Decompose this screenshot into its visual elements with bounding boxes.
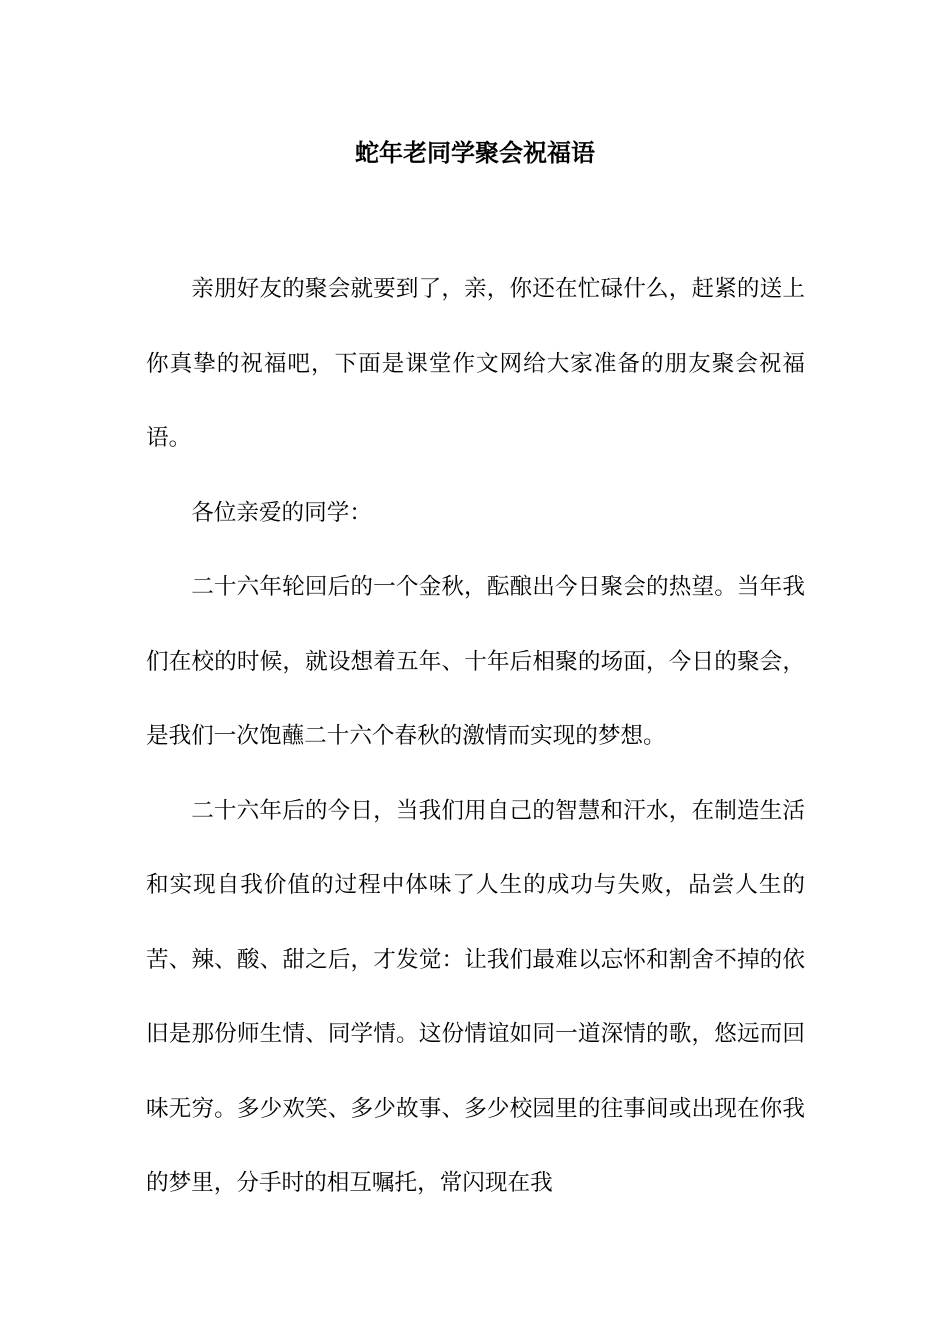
paragraph-salutation: 各位亲爱的同学： xyxy=(191,499,372,526)
paragraph-autumn-reunion: 二十六年轮回后的一个金秋，酝酿出今日聚会的热望。当年我们在校的时候，就设想着五年、十年后相聚的场面，今日的聚会，是我们一次饱蘸二十六个春秋的激情而实现的梦想。 xyxy=(146,574,805,749)
document-title: 蛇年老同学聚会祝福语 xyxy=(355,138,595,167)
paragraph-friendship: 二十六年后的今日，当我们用自己的智慧和汗水，在制造生活和实现自我价值的过程中体味了人生的成功与失败，品尝人生的苦、辣、酸、甜之后，才发觉：让我们最难以忘怀和割舍不掉的依旧是那份师生情、同学情。这份情谊如同一道深情的歌，悠远而回味无穷。多少欢笑、多少故事、多少校园里的往事间或出现在你我的梦里，分手时的相互嘱托，常闪现在我 xyxy=(146,797,805,1196)
document-body xyxy=(146,252,805,1221)
paragraph-intro: 亲朋好友的聚会就要到了，亲，你还在忙碌什么，赶紧的送上你真挚的祝福吧，下面是课堂作文网给大家准备的朋友聚会祝福语。 xyxy=(146,276,805,451)
